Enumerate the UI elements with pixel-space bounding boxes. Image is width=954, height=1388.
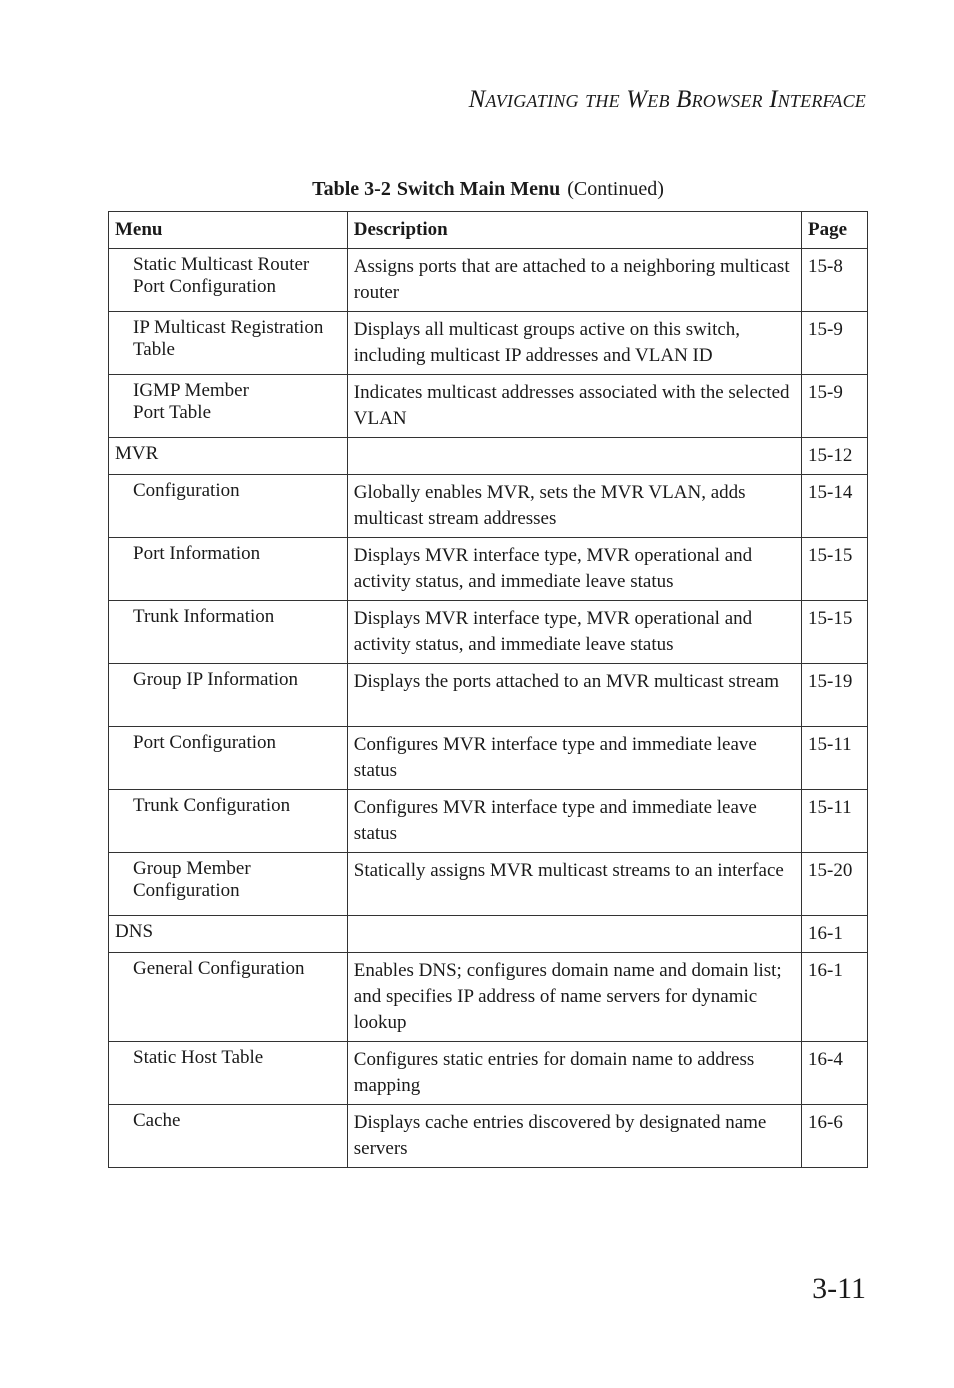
page-cell: 15-19 xyxy=(802,664,868,727)
table-row xyxy=(109,249,868,312)
running-header: Navigating the Web Browser Interface xyxy=(468,86,866,113)
table-row xyxy=(109,916,868,953)
table-row xyxy=(109,853,868,916)
table-caption xyxy=(108,178,868,201)
page-cell: 15-9 xyxy=(802,312,868,375)
table-row xyxy=(109,475,868,538)
description-cell xyxy=(347,438,801,475)
table-row xyxy=(109,953,868,1042)
menu-cell: General Configuration xyxy=(109,953,348,1042)
description-cell: Configures MVR interface type and immediate leave status xyxy=(347,727,801,790)
description-cell: Configures static entries for domain name to address mapping xyxy=(347,1042,801,1105)
menu-cell: DNS xyxy=(109,916,348,953)
page-cell: 16-4 xyxy=(802,1042,868,1105)
menu-cell: Group Member Configuration xyxy=(109,853,348,916)
page-cell: 15-15 xyxy=(802,601,868,664)
page-cell: 16-6 xyxy=(802,1105,868,1168)
page-cell: 15-8 xyxy=(802,249,868,312)
page-cell: 15-15 xyxy=(802,538,868,601)
menu-cell: Configuration xyxy=(109,475,348,538)
menu-cell: Port Configuration xyxy=(109,727,348,790)
page-cell: 15-11 xyxy=(802,790,868,853)
description-cell: Statically assigns MVR multicast streams to an interface xyxy=(347,853,801,916)
table-row xyxy=(109,727,868,790)
page-cell: 15-20 xyxy=(802,853,868,916)
column-header-page: Page xyxy=(802,212,868,249)
table-row xyxy=(109,1105,868,1168)
table-row xyxy=(109,790,868,853)
page-cell: 15-12 xyxy=(802,438,868,475)
menu-cell: Static Host Table xyxy=(109,1042,348,1105)
menu-cell: Cache xyxy=(109,1105,348,1168)
table-row xyxy=(109,664,868,727)
menu-cell: Port Information xyxy=(109,538,348,601)
page-cell: 15-9 xyxy=(802,375,868,438)
table-header-row xyxy=(109,212,868,249)
table-caption-label: Table 3-2 xyxy=(312,178,391,200)
table-row xyxy=(109,601,868,664)
table-caption-title: Switch Main Menu xyxy=(396,178,561,200)
menu-cell: Trunk Configuration xyxy=(109,790,348,853)
description-cell: Displays MVR interface type, MVR operational and activity status, and immediate leave status xyxy=(347,538,801,601)
menu-cell: IP Multicast Registration Table xyxy=(109,312,348,375)
page-cell: 15-14 xyxy=(802,475,868,538)
page-number: 3-11 xyxy=(812,1272,866,1305)
menu-cell: MVR xyxy=(109,438,348,475)
description-cell: Indicates multicast addresses associated with the selected VLAN xyxy=(347,375,801,438)
menu-cell: Group IP Information xyxy=(109,664,348,727)
page-cell: 16-1 xyxy=(802,953,868,1042)
description-cell: Displays the ports attached to an MVR multicast stream xyxy=(347,664,801,727)
menu-cell: Trunk Information xyxy=(109,601,348,664)
switch-main-menu-table xyxy=(108,211,868,1168)
description-cell: Displays MVR interface type, MVR operational and activity status, and immediate leave status xyxy=(347,601,801,664)
table-row xyxy=(109,1042,868,1105)
description-cell: Configures MVR interface type and immediate leave status xyxy=(347,790,801,853)
description-cell: Displays all multicast groups active on this switch, including multicast IP addresses and VLAN ID xyxy=(347,312,801,375)
column-header-menu: Menu xyxy=(109,212,348,249)
page-cell: 16-1 xyxy=(802,916,868,953)
table-row xyxy=(109,312,868,375)
table-row xyxy=(109,375,868,438)
table-caption-continued: (Continued) xyxy=(567,178,664,200)
description-cell: Assigns ports that are attached to a neighboring multicast router xyxy=(347,249,801,312)
description-cell xyxy=(347,916,801,953)
menu-cell: IGMP Member Port Table xyxy=(109,375,348,438)
description-cell: Enables DNS; configures domain name and domain list; and specifies IP address of name servers for dynamic lookup xyxy=(347,953,801,1042)
table-row xyxy=(109,538,868,601)
description-cell: Globally enables MVR, sets the MVR VLAN, adds multicast stream addresses xyxy=(347,475,801,538)
description-cell: Displays cache entries discovered by designated name servers xyxy=(347,1105,801,1168)
menu-cell: Static Multicast Router Port Configuration xyxy=(109,249,348,312)
table-row xyxy=(109,438,868,475)
column-header-description: Description xyxy=(347,212,801,249)
page-cell: 15-11 xyxy=(802,727,868,790)
